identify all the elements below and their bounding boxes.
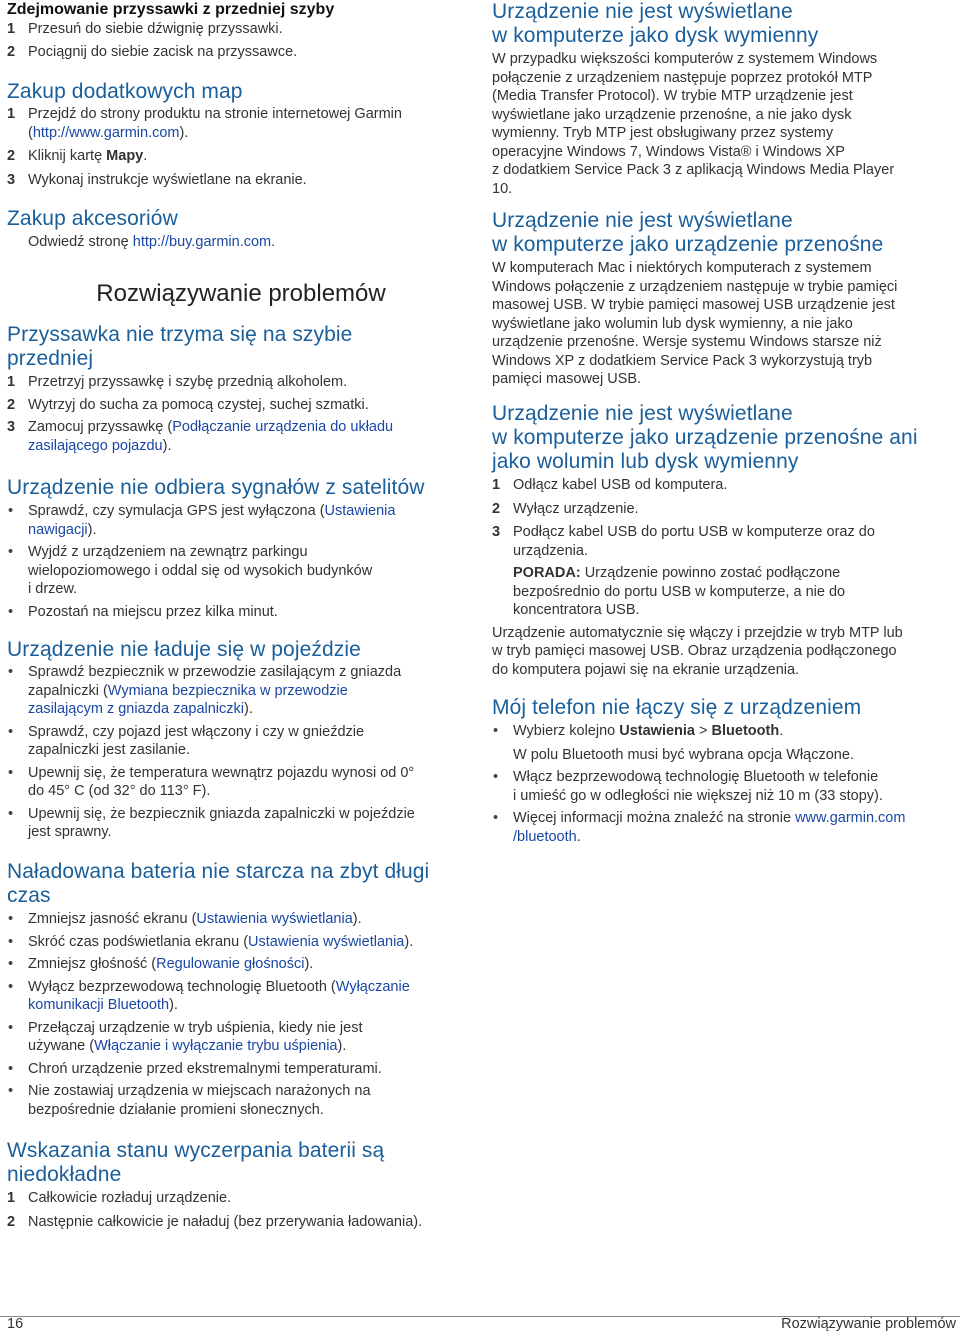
tip-note: PORADA: Urządzenie powinno zostać podłączone bezpośrednio do portu USB w komputerze, a nie do koncentratora USB. bbox=[513, 565, 846, 618]
section-title: Zakup dodatkowych map bbox=[7, 80, 243, 103]
bullet-item: • Zmniejsz głośność (Regulowanie głośności). bbox=[8, 956, 314, 972]
section-title: Mój telefon nie łączy się z urządzeniem bbox=[492, 696, 862, 719]
section-title: Urządzenie nie ładuje się w pojeździe bbox=[7, 638, 361, 661]
step-item: 2 Wyłącz urządzenie. bbox=[492, 500, 639, 517]
connect-power-link[interactable]: Podłączanie urządzenia do układu bbox=[172, 419, 394, 435]
paragraph: W przypadku większości komputerów z systemem Windows połączenie z urządzeniem następuje poprzez protokół MTP (Media Transfer Protocol). W trybie MTP urządzenie jest wyświetlane jako urządzenie przenośne, a nie jako dysk wymienny. Tryb MTP jest obsługiwany przez systemy operacyjne Windows 7, Windows Vista® i Windows XP z dodatkiem Service Pack 3 z aplikacją Windows Media Player 10. bbox=[492, 51, 895, 197]
bullet-item: • Upewnij się, że bezpiecznik gniazda zapalniczki w pojeździe jest sprawny. bbox=[8, 805, 415, 840]
section-title: Przyssawka nie trzyma się na szybie przedniej bbox=[7, 323, 353, 370]
paragraph: Odwiedź stronę http://buy.garmin.com. bbox=[28, 234, 276, 250]
display-settings-link[interactable]: Ustawienia wyświetlania bbox=[248, 933, 405, 950]
step-item: 3 Wykonaj instrukcje wyświetlane na ekranie. bbox=[7, 171, 307, 188]
display-settings-link[interactable]: Ustawienia wyświetlania bbox=[196, 911, 353, 927]
section-title: Urządzenie nie odbiera sygnałów z satelitów bbox=[7, 476, 425, 499]
bluetooth-off-link[interactable]: komunikacji Bluetooth bbox=[28, 997, 170, 1013]
section-maps bbox=[7, 80, 475, 189]
chapter-title: Rozwiązywanie problemów bbox=[96, 280, 386, 307]
step-item: 2 Wytrzyj do sucha za pomocą czystej, suchej szmatki. bbox=[7, 396, 369, 413]
section-accessories bbox=[7, 207, 475, 252]
bullet-item: • Nie zostawiaj urządzenia w miejscach narażonych na bezpośrednie działanie promieni słonecznych. bbox=[8, 1083, 371, 1118]
bullet-item: • Więcej informacji można znaleźć na stronie www.garmin.com /bluetooth. bbox=[493, 810, 906, 845]
bullet-item: • Wyjdź z urządzeniem na zewnątrz parkingu wielopoziomowego i oddal się od wysokich budynków i drzew. bbox=[8, 544, 373, 597]
bullet-item: • Upewnij się, że temperatura wewnątrz pojazdu wynosi od 0° do 45° C (od 32° do 113° F). bbox=[8, 764, 415, 799]
paragraph: Urządzenie automatycznie się włączy i przejdzie w tryb MTP lub w tryb pamięci masowej USB. Obraz urządzenia podłączonego do komputera pojawi się na ekranie urządzenia. bbox=[492, 624, 903, 678]
step-item: 1 Przetrzyj przyssawkę i szybę przednią alkoholem. bbox=[7, 374, 348, 390]
bluetooth-off-link[interactable]: Wyłączanie bbox=[335, 978, 410, 995]
section-battery bbox=[7, 860, 475, 1119]
tip-label: PORADA: bbox=[513, 565, 581, 581]
section-title: Urządzenie nie jest wyświetlane w komputerze jako urządzenie przenośne ani jako wolumin lub dysk wymienny bbox=[492, 402, 918, 473]
sleep-mode-link[interactable]: Włączanie i wyłączanie trybu uśpienia bbox=[94, 1038, 338, 1054]
section-title: Urządzenie nie jest wyświetlane w komputerze jako dysk wymienny bbox=[492, 0, 819, 47]
bullet-item: • Sprawdź bezpiecznik w przewodzie zasilającym z gniazda zapalniczki (Wymiana bezpiecznika w przewodzie zasilającym z gniazda zapalniczki). bbox=[8, 664, 402, 717]
section-title: Zakup akcesoriów bbox=[7, 207, 178, 230]
step-item: 2 Następnie całkowicie je naładuj (bez przerywania ładowania). bbox=[7, 1213, 423, 1230]
section-title: Naładowana bateria nie starcza na zbyt długi czas bbox=[7, 860, 430, 907]
step-item: 3 Zamocuj przyssawkę (Podłączanie urządzenia do układu zasilającego pojazdu). bbox=[7, 419, 394, 454]
section-portable bbox=[492, 209, 956, 389]
section-title: Urządzenie nie jest wyświetlane w komputerze jako urządzenie przenośne bbox=[492, 209, 884, 256]
buy-garmin-link[interactable]: http://buy.garmin.com bbox=[132, 234, 272, 250]
section-suction-removal bbox=[7, 0, 475, 61]
step-item: 1 Odłącz kabel USB od komputera. bbox=[492, 477, 728, 493]
bullet-item: • Skróć czas podświetlania ekranu (Ustawienia wyświetlania). bbox=[8, 933, 414, 950]
section-neither bbox=[492, 402, 956, 679]
garmin-bluetooth-link[interactable]: /bluetooth bbox=[513, 828, 577, 845]
fuse-link[interactable]: Wymiana bezpiecznika w przewodzie bbox=[107, 682, 348, 699]
section-title: Zdejmowanie przyssawki z przedniej szyby bbox=[7, 1, 335, 18]
step-item: 1 Przejdź do strony produktu na stronie internetowej Garmin (http://www.garmin.com). bbox=[7, 106, 402, 141]
volume-link[interactable]: Regulowanie głośności bbox=[156, 956, 305, 972]
step-item: 2 Kliknij kartę Mapy. bbox=[7, 148, 148, 164]
bullet-item: • Pozostań na miejscu przez kilka minut. bbox=[8, 603, 278, 620]
nav-settings-link[interactable]: Ustawienia bbox=[324, 503, 396, 519]
garmin-bluetooth-link[interactable]: www.garmin.com bbox=[795, 810, 906, 826]
garmin-link[interactable]: http://www.garmin.com bbox=[32, 124, 180, 141]
section-removable bbox=[492, 0, 956, 198]
connect-power-link[interactable]: zasilającego pojazdu bbox=[28, 437, 163, 454]
section-phone bbox=[492, 696, 956, 846]
nav-settings-link[interactable]: nawigacji bbox=[28, 521, 88, 538]
step-item: 1 Całkowicie rozładuj urządzenie. bbox=[7, 1190, 232, 1206]
fuse-link[interactable]: zasilającym z gniazda zapalniczki bbox=[28, 701, 244, 717]
bullet-item: • Zmniejsz jasność ekranu (Ustawienia wyświetlania). bbox=[8, 911, 362, 927]
page-number: 16 bbox=[7, 1316, 24, 1332]
section-title: Wskazania stanu wyczerpania baterii są niedokładne bbox=[7, 1139, 385, 1186]
section-satellites bbox=[7, 476, 475, 621]
bullet-note: W polu Bluetooth musi być wybrana opcja Włączone. bbox=[513, 746, 854, 763]
bullet-item: • Wyłącz bezprzewodową technologię Bluetooth (Wyłączanie komunikacji Bluetooth). bbox=[8, 978, 410, 1013]
bullet-item: • Chroń urządzenie przed ekstremalnymi temperaturami. bbox=[8, 1060, 382, 1077]
step-item: 2 Pociągnij do siebie zacisk na przyssawce. bbox=[7, 43, 298, 60]
section-suction bbox=[7, 323, 475, 455]
step-item: 3 Podłącz kabel USB do portu USB w komputerze oraz do urządzenia. bbox=[492, 524, 875, 559]
bullet-item: • Przełączaj urządzenie w tryb uśpienia, kiedy nie jest używane (Włączanie i wyłączanie trybu uśpienia). bbox=[8, 1019, 363, 1054]
section-battery-gauge bbox=[7, 1139, 475, 1231]
bullet-item: • Sprawdź, czy pojazd jest włączony i czy w gnieździe zapalniczki jest zasilanie. bbox=[8, 723, 365, 758]
footer-section-name: Rozwiązywanie problemów bbox=[781, 1316, 956, 1332]
step-item: 1 Przesuń do siebie dźwignię przyssawki. bbox=[7, 21, 283, 37]
bullet-item: • Wybierz kolejno Ustawienia > Bluetooth. bbox=[493, 723, 784, 739]
bullet-item: • Włącz bezprzewodową technologię Bluetooth w telefonie i umieść go w odległości nie większej niż 10 m (33 stopy). bbox=[493, 769, 883, 804]
bullet-item: • Sprawdź, czy symulacja GPS jest wyłączona (Ustawienia nawigacji). bbox=[8, 503, 396, 538]
section-charging bbox=[7, 638, 475, 842]
paragraph: W komputerach Mac i niektórych komputerach z systemem Windows połączenie z urządzeniem następuje w trybie pamięci masowej USB. W trybie pamięci masowej USB urządzenie jest wyświetlane jako wolumin lub dysk wymienny, a nie jako urządzenie przenośne. Wersje systemu Windows starsze niż Windows XP z dodatkiem Service Pack 3 wykorzystują tryb pamięci masowej USB. bbox=[492, 260, 898, 387]
